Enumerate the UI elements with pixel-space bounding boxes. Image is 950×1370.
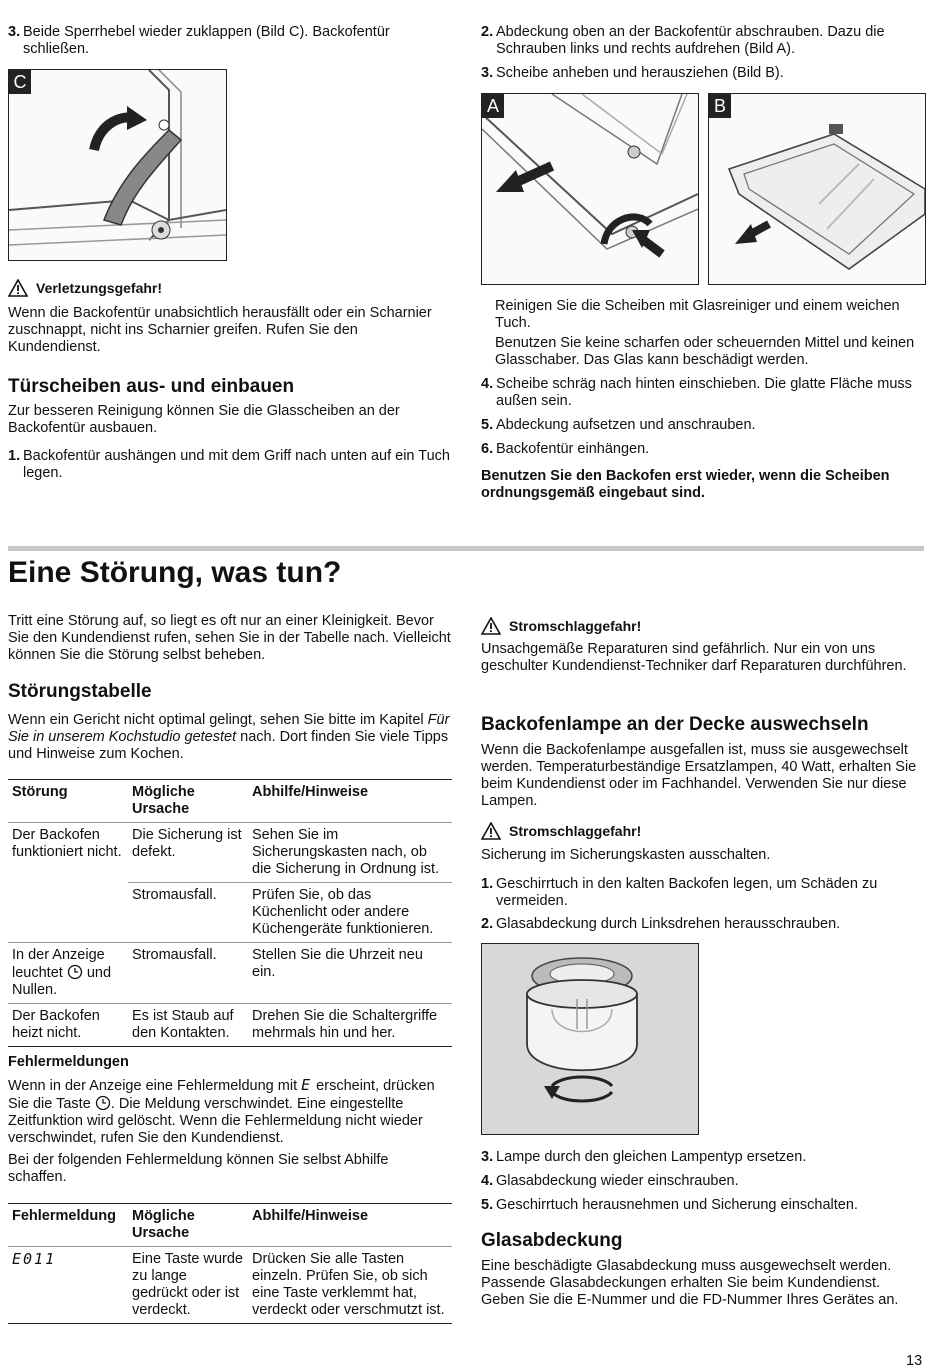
cell-fix: Stellen Sie die Uhrzeit neu ein. (252, 947, 423, 980)
table-row (8, 1247, 452, 1324)
fault-table-intro (8, 712, 451, 763)
step-text: Glasabdeckung wieder einschrauben. (496, 1173, 739, 1189)
step-number: 4. (481, 1173, 494, 1189)
step-text: Backofentür einhängen. (496, 441, 650, 457)
step-text: Geschirrtuch in den kalten Backofen legen, um Schäden zu vermeiden. (496, 876, 878, 909)
warning-electric-shock (481, 822, 641, 840)
step-4-insert-pane (481, 376, 924, 410)
glass-cover-text: Eine beschädigte Glasabdeckung muss ausgewechselt werden. Passende Glasabdeckungen erhalten Sie beim Kundendienst. Geben Sie die E-Nummer und die FD-Nummer Ihres Gerätes an. (481, 1258, 899, 1308)
step-1-remove-door (8, 448, 451, 482)
column-header: Störung (12, 784, 68, 800)
figure-lamp-cover (481, 943, 699, 1135)
cell-cause: Stromausfall. (132, 947, 217, 963)
error-message-text (8, 1077, 451, 1147)
cell-problem: Der Backofen funktioniert nicht. (8, 823, 128, 943)
heading-door-panes: Türscheiben aus- und einbauen (8, 376, 295, 397)
step-1-towel (481, 876, 924, 910)
step-5-attach-cover (481, 417, 924, 434)
step-3-lift-pane (481, 65, 924, 82)
step-text: Beide Sperrhebel wieder zuklappen (Bild C). Backofentür schließen. (23, 24, 390, 57)
error-symbol: E (301, 1076, 313, 1094)
warning-injury (8, 279, 162, 297)
column-header: Mögliche Ursache (132, 1208, 195, 1241)
troubleshoot-intro: Tritt eine Störung auf, so liegt es oft nur an einer Kleinigkeit. Bevor Sie den Kundendienst rufen, sehen Sie in der Tabelle nach. Vielleicht können Sie die Störung selbst beheben. (8, 613, 451, 663)
intro-text: Wenn ein Gericht nicht optimal gelingt, sehen Sie bitte im Kapitel (8, 712, 428, 728)
chapter-reference: Für Sie in unserem Kochstudio getestet (8, 712, 450, 745)
cell-cause: Stromausfall. (128, 883, 248, 943)
error-table (8, 1203, 452, 1324)
clock-icon (67, 964, 83, 980)
warning-title: Stromschlaggefahr! (509, 822, 642, 839)
step-6-hang-door (481, 441, 924, 458)
error-text: . Die Meldung verschwindet. Eine eingestellte Zeitfunktion wird gelöscht. Wenn die Fehlermeldung nicht wieder verschwindet, rufen Sie den Kundendienst. (8, 1096, 423, 1146)
figure-label: B (709, 94, 731, 118)
column-header: Mögliche Ursache (132, 784, 195, 817)
step-number: 6. (481, 441, 494, 457)
error-text: Wenn in der Anzeige eine Fehlermeldung mit (8, 1078, 302, 1094)
step-number: 1. (8, 448, 21, 464)
cell-fix: Drücken Sie alle Tasten einzeln. Prüfen Sie, ob sich eine Taste verklemmt hat, verdeckt oder verschmutzt ist. (252, 1251, 445, 1318)
step-2-unscrew-glass (481, 916, 924, 933)
step-number: 3. (8, 24, 21, 40)
error-code: E011 (12, 1250, 57, 1268)
intro-text: nach. Dort finden Sie viele Tipps und Hinweise zum Kochen. (8, 729, 449, 762)
table-row (8, 1004, 452, 1047)
step-text: Geschirrtuch herausnehmen und Sicherung einschalten. (496, 1197, 858, 1213)
bold-note: Benutzen Sie den Backofen erst wieder, wenn die Scheiben ordnungsgemäß eingebaut sind. (481, 468, 890, 501)
heading-glass-cover: Glasabdeckung (481, 1230, 623, 1251)
cell-code (8, 1247, 128, 1324)
step-number: 5. (481, 1197, 494, 1213)
self-help-text: Bei der folgenden Fehlermeldung können Sie selbst Abhilfe schaffen. (8, 1152, 389, 1185)
door-panes-intro: Zur besseren Reinigung können Sie die Glasscheiben an der Backofentür ausbauen. (8, 403, 400, 436)
warning-electric-shock (481, 617, 641, 635)
column-header: Abhilfe/Hinweise (252, 1208, 369, 1224)
cell-problem: Der Backofen heizt nicht. (12, 1008, 100, 1041)
step-number: 3. (481, 65, 494, 81)
error-text: erscheint, drücken Sie die Taste (8, 1078, 435, 1112)
cell-fix: Drehen Sie die Schaltergriffe mehrmals hin und her. (252, 1008, 438, 1041)
step-2-unscrew-cover (481, 24, 924, 58)
cell-problem (8, 943, 128, 1004)
warning-title: Stromschlaggefahr! (509, 617, 642, 634)
warning-text: Sicherung im Sicherungskasten ausschalten. (481, 847, 771, 863)
figure-label: C (9, 70, 31, 94)
heading-fault-table: Störungstabelle (8, 681, 152, 702)
cell-cause: Eine Taste wurde zu lange gedrückt oder ist verdeckt. (132, 1251, 243, 1318)
section-title: Eine Störung, was tun? (8, 556, 342, 589)
table-row (8, 823, 452, 883)
heading-error-messages: Fehlermeldungen (8, 1054, 129, 1070)
table-row (8, 943, 452, 1004)
cell-cause: Die Sicherung ist defekt. (128, 823, 248, 883)
clean-instruction: Reinigen Sie die Scheiben mit Glasreiniger und einem weichen Tuch. (495, 298, 900, 331)
figure-b-pane (708, 93, 926, 285)
step-3-replace-lamp (481, 1149, 924, 1166)
step-number: 4. (481, 376, 494, 392)
warning-triangle-icon (8, 279, 28, 297)
step-text: Lampe durch den gleichen Lampentyp ersetzen. (496, 1149, 807, 1165)
figure-a-screws (481, 93, 699, 285)
column-header: Fehlermeldung (12, 1208, 116, 1224)
cell-fix: Prüfen Sie, ob das Küchenlicht oder andere Küchengeräte funktionieren. (248, 883, 452, 943)
step-number: 3. (481, 1149, 494, 1165)
cell-cause: Es ist Staub auf den Kontakten. (132, 1008, 234, 1041)
figure-c-hinge (8, 69, 227, 261)
step-text: Scheibe schräg nach hinten einschieben. Die glatte Fläche muss außen sein. (496, 376, 912, 409)
step-number: 5. (481, 417, 494, 433)
figure-label: A (482, 94, 504, 118)
step-text: Abdeckung aufsetzen und anschrauben. (496, 417, 756, 433)
problem-text: und Nullen. (12, 965, 112, 998)
step-number: 2. (481, 916, 494, 932)
warning-title: Verletzungsgefahr! (36, 279, 163, 296)
column-header: Abhilfe/Hinweise (252, 784, 369, 800)
table-header-row (8, 780, 452, 823)
warning-triangle-icon (481, 617, 501, 635)
warning-triangle-icon (481, 822, 501, 840)
table-header-row (8, 1204, 452, 1247)
step-5-remove-towel (481, 1197, 924, 1214)
step-text: Glasabdeckung durch Linksdrehen herausschrauben. (496, 916, 841, 932)
warning-text: Wenn die Backofentür unabsichtlich herausfällt oder ein Scharnier zuschnappt, nicht ins Scharnier greifen. Rufen Sie den Kundendienst. (8, 305, 432, 355)
step-number: 1. (481, 876, 494, 892)
step-text: Abdeckung oben an der Backofentür abschrauben. Dazu die Schrauben links und rechts aufdrehen (Bild A). (496, 24, 885, 57)
clean-caution: Benutzen Sie keine scharfen oder scheuernden Mittel und keinen Glasschaber. Das Glas kann beschädigt werden. (495, 335, 915, 368)
problem-text: In der Anzeige leuchtet (12, 947, 105, 981)
step-text: Scheibe anheben und herausziehen (Bild B). (496, 65, 784, 81)
lamp-intro: Wenn die Backofenlampe ausgefallen ist, muss sie ausgewechselt werden. Temperaturbeständige Ersatzlampen, 40 Watt, erhalten Sie beim Kundendienst oder im Fachhandel. Verwenden Sie nur diese Lampen. (481, 742, 917, 809)
step-text: Backofentür aushängen und mit dem Griff nach unten auf ein Tuch legen. (23, 448, 450, 481)
step-number: 2. (481, 24, 494, 40)
step-4-screw-glass (481, 1173, 924, 1190)
warning-text: Unsachgemäße Reparaturen sind gefährlich. Nur ein von uns geschulter Kundendienst-Techniker darf Reparaturen durchführen. (481, 641, 907, 674)
page-number: 13 (906, 1353, 923, 1369)
fault-table (8, 779, 452, 1047)
step-3-close-levers (8, 24, 438, 58)
heading-lamp: Backofenlampe an der Decke auswechseln (481, 714, 869, 735)
clock-icon (95, 1095, 111, 1111)
cell-fix: Sehen Sie im Sicherungskasten nach, ob die Sicherung in Ordnung ist. (248, 823, 452, 883)
section-divider (8, 546, 924, 551)
